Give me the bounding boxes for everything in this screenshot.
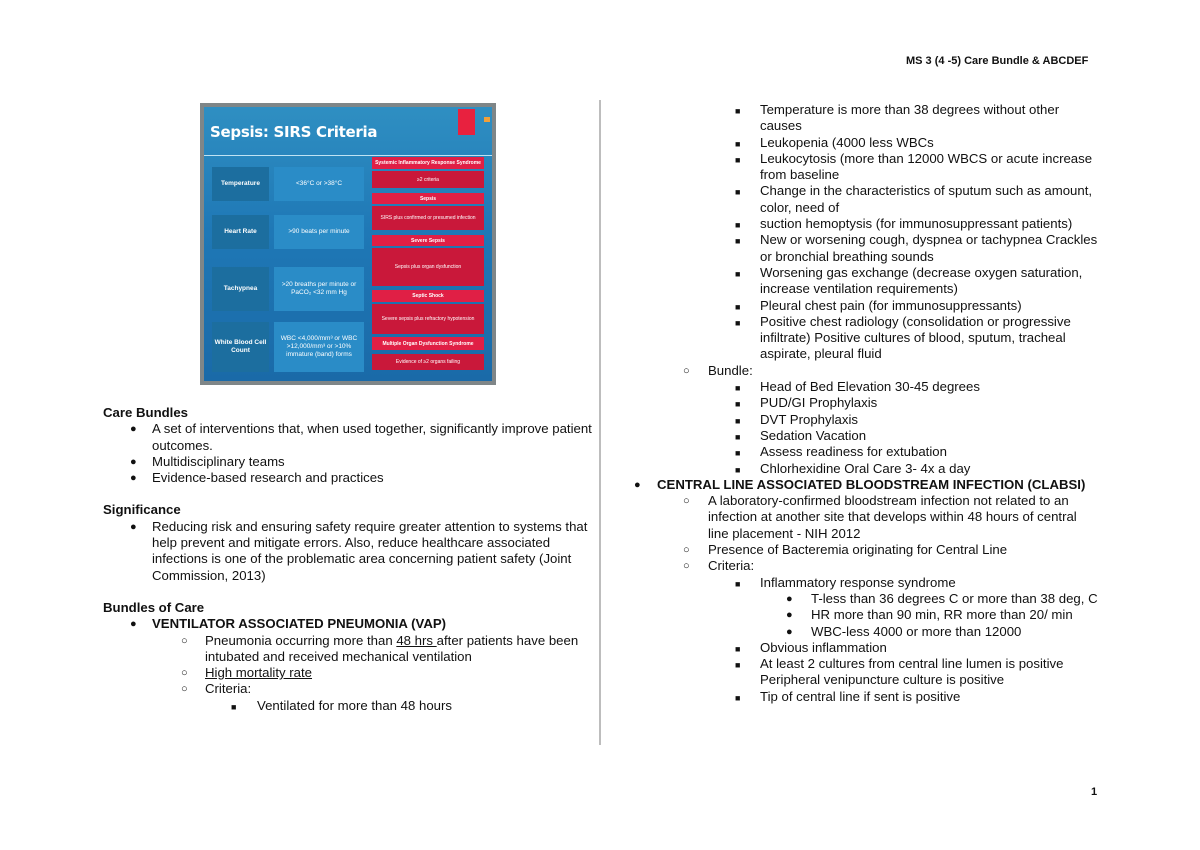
slide-row-label: Temperature [212, 167, 269, 201]
list-item: ○ Criteria: [181, 681, 252, 697]
slide-row-value: >20 breaths per minute or PaCO₂ <32 mm Hg [274, 267, 364, 311]
bullet-disc-icon: ● [130, 423, 137, 436]
list-item: ■ Chlorhexidine Oral Care 3- 4x a day [630, 461, 1100, 477]
list-item: ● HR more than 90 min, RR more than 20/ min [786, 607, 1073, 623]
list-item: ● Evidence-based research and practices [130, 470, 384, 486]
bullet-square-icon: ■ [735, 138, 741, 149]
slide-category-box: Severe sepsis plus refractory hypotension [372, 304, 484, 334]
clabsi-heading: ● CENTRAL LINE ASSOCIATED BLOODSTREAM INFECTION (CLABSI) [634, 476, 1086, 492]
list-item: ■ Sedation Vacation [630, 428, 1100, 444]
bullet-square-icon: ■ [735, 154, 741, 165]
page-number: 1 [1091, 786, 1098, 798]
slide-row-value: WBC <4,000/mm³ or WBC >12,000/mm³ or >10% immature (band) forms [274, 322, 364, 372]
bullet-square-icon: ■ [735, 301, 741, 312]
list-item: ■ Change in the characteristics of sputum such as amount, color, need of [735, 183, 1093, 215]
bullet-disc-icon: ● [786, 592, 793, 605]
bullet-square-icon: ■ [735, 399, 741, 410]
bullet-square-icon: ■ [735, 643, 741, 654]
slide-category-box: Sepsis [372, 193, 484, 204]
slide-category-box: ≥2 criteria [372, 171, 484, 188]
list-item: ■ Tip of central line if sent is positive [630, 689, 1100, 705]
left-column [103, 405, 593, 714]
bullet-disc-icon: ● [786, 625, 793, 638]
list-item: ■ Ventilated for more than 48 hours [103, 698, 593, 714]
right-column [630, 102, 1100, 705]
document-header: MS 3 (4 -5) Care Bundle & ABCDEF [906, 55, 1089, 67]
slide-row-value: <36°C or >38°C [274, 167, 364, 201]
list-item: ■ New or worsening cough, dyspnea or tachypnea Crackles or bronchial breathing sounds [735, 232, 1098, 264]
slide-title: Sepsis: SIRS Criteria [210, 123, 378, 141]
slide-red-tab [458, 109, 475, 135]
bullet-square-icon: ■ [735, 317, 741, 328]
slide-category-box: Evidence of ≥2 organs failing [372, 354, 484, 370]
bullet-square-icon: ■ [735, 187, 741, 198]
list-item: ● T-less than 36 degrees C or more than 38 deg, C [786, 590, 1098, 606]
bullet-square-icon: ■ [735, 383, 741, 394]
slide-category-box: Systemic Inflammatory Response Syndrome [372, 157, 484, 169]
bullet-circle-icon: ○ [683, 495, 690, 508]
bullet-disc-icon: ● [130, 618, 137, 631]
list-item: ■ Inflammatory response syndrome [630, 575, 1100, 591]
bullet-square-icon: ■ [735, 448, 741, 459]
slide-category-box: Severe Sepsis [372, 235, 484, 246]
bullet-disc-icon: ● [130, 472, 137, 485]
slide-category-box: Sepsis plus organ dysfunction [372, 248, 484, 286]
slide-category-box: SIRS plus confirmed or presumed infection [372, 206, 484, 230]
bullet-square-icon: ■ [735, 236, 741, 247]
bullet-circle-icon: ○ [181, 634, 188, 647]
bullet-square-icon: ■ [735, 464, 741, 475]
bullet-square-icon: ■ [735, 220, 741, 231]
list-item: ○ A laboratory-confirmed bloodstream infection not related to an infection at another site that develops within 48 hours of central line placement - NIH 2012 [683, 493, 1077, 541]
slide-category-box: Multiple Organ Dysfunction Syndrome [372, 337, 484, 350]
list-item: ■ Pleural chest pain (for immunosuppressants) [630, 298, 1100, 314]
bullet-square-icon: ■ [735, 431, 741, 442]
list-item: ● A set of interventions that, when used together, significantly improve patient outcomes. [130, 421, 592, 453]
slide-logo-icon [484, 117, 490, 122]
bundles-of-care-heading: Bundles of Care [103, 599, 205, 615]
bullet-square-icon: ■ [735, 660, 741, 671]
bullet-square-icon: ■ [735, 692, 741, 703]
bullet-square-icon: ■ [735, 578, 741, 589]
list-item: ■ suction hemoptysis (for immunosuppressant patients) [630, 216, 1100, 232]
list-item: ■ Head of Bed Elevation 30-45 degrees [630, 379, 1100, 395]
list-item: ○ High mortality rate [181, 665, 313, 681]
bullet-circle-icon: ○ [683, 364, 690, 377]
sirs-criteria-slide-image [200, 103, 496, 385]
list-item: ○ Criteria: [683, 558, 755, 574]
list-item: ■ DVT Prophylaxis [630, 412, 1100, 428]
slide-rule [204, 155, 492, 156]
slide-row-value: >90 beats per minute [274, 215, 364, 249]
list-item: ■ PUD/GI Prophylaxis [630, 395, 1100, 411]
care-bundles-heading: Care Bundles [103, 405, 189, 420]
bullet-circle-icon: ○ [181, 667, 188, 680]
bullet-square-icon: ■ [735, 106, 741, 116]
bullet-circle-icon: ○ [181, 683, 188, 696]
list-item: ■ Positive chest radiology (consolidation or progressive infiltrate) Positive cultures of blood, sputum, tracheal aspirate, pleural fluid [735, 313, 1071, 362]
list-item: ■ Obvious inflammation [630, 640, 1100, 656]
bullet-disc-icon: ● [130, 455, 137, 468]
list-item: ■ Leukopenia (4000 less WBCs [630, 135, 1100, 151]
list-item: ○ Bundle: [683, 362, 753, 378]
slide-category-box: Septic Shock [372, 290, 484, 302]
list-item: ■ Temperature is more than 38 degrees without other causes [735, 102, 1060, 134]
bullet-square-icon: ■ [735, 415, 741, 426]
bullet-circle-icon: ○ [683, 544, 690, 557]
bullet-square-icon: ■ [735, 268, 741, 279]
list-item: ● Reducing risk and ensuring safety require greater attention to systems that help prevent and mitigate errors. Also, reduce healthcare associated infections is one of the problematic area concerning patient safety (Joint Commission, 2013) [130, 518, 588, 583]
list-item: ○ Presence of Bacteremia originating for Central Line [683, 542, 1008, 558]
list-item: ■ Leukocytosis (more than 12000 WBCS or acute increase from baseline [735, 150, 1093, 183]
bullet-disc-icon: ● [786, 609, 793, 622]
bullet-disc-icon: ● [130, 520, 137, 533]
list-item: ■ At least 2 cultures from central line lumen is positive Peripheral venipuncture culture is positive [735, 656, 1064, 688]
list-item: ■ Worsening gas exchange (decrease oxygen saturation, increase ventilation requirements) [735, 264, 1083, 297]
slide-row-label: White Blood Cell Count [212, 322, 269, 372]
list-item: ● Multidisciplinary teams [130, 453, 285, 469]
significance-heading: Significance [103, 502, 181, 518]
bullet-square-icon: ■ [231, 701, 237, 712]
list-item: ● WBC-less 4000 or more than 12000 [786, 623, 1022, 639]
slide-row-label: Tachypnea [212, 267, 269, 311]
slide-row-label: Heart Rate [212, 215, 269, 249]
vap-heading: ● VENTILATOR ASSOCIATED PNEUMONIA (VAP) [130, 616, 447, 632]
bullet-circle-icon: ○ [683, 560, 690, 573]
bullet-disc-icon: ● [634, 478, 641, 491]
column-divider [599, 100, 601, 745]
list-item: ○ Pneumonia occurring more than 48 hrs after patients have been intubated and received mechanical ventilation [181, 632, 579, 664]
list-item: ■ Assess readiness for extubation [630, 444, 1100, 460]
